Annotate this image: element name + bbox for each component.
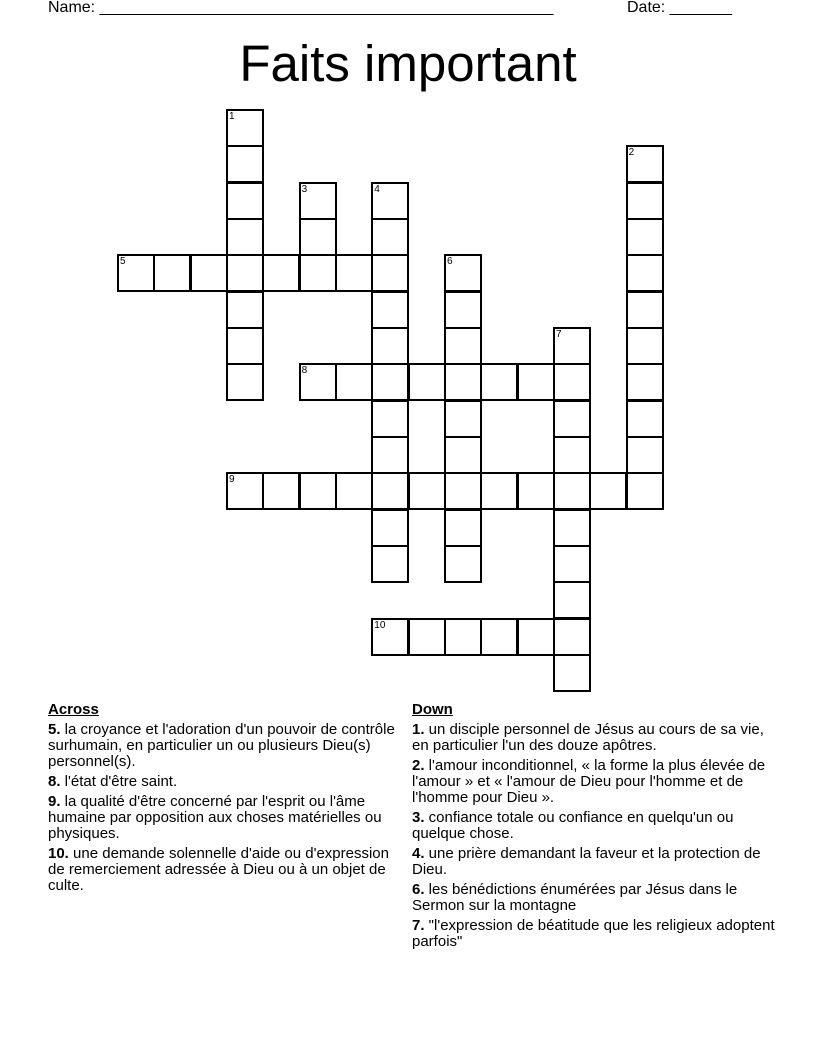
crossword-cell[interactable] [372,619,408,655]
clue-number: 2 [628,147,635,159]
clue-item-number: 2. [412,757,425,774]
clue-item [412,810,782,842]
crossword-cell[interactable] [445,328,481,364]
clue-number: 3 [301,183,308,195]
crossword-cell[interactable] [445,473,481,509]
clue-number: 10 [374,619,386,631]
clue-number: 9 [228,474,235,486]
clue-number: 4 [374,183,380,195]
down-clues [412,702,782,954]
clue-item [412,846,782,878]
crossword-cell[interactable] [445,510,481,546]
crossword-cell[interactable] [481,364,517,400]
crossword-cell[interactable] [627,219,663,255]
clue-item [412,722,782,754]
crossword-cell[interactable] [518,364,554,400]
crossword-cell[interactable] [445,437,481,473]
clue-number: 7 [555,328,562,340]
crossword-cell[interactable] [372,364,408,400]
clue-number: 8 [301,365,308,377]
clue-item-text: l'amour inconditionnel, « la forme la plus élevée de l'amour » et « l'amour de Dieu pour l'homme et de l'homme pour Dieu ». [412,757,766,806]
clue-item-text: un disciple personnel de Jésus au cours de sa vie, en particulier l'un des douze apôtres. [412,721,764,754]
clue-item-number: 5. [48,721,61,738]
clue-item-number: 1. [412,721,425,738]
crossword-cell[interactable] [372,546,408,582]
crossword-cell[interactable] [227,183,263,219]
crossword-cell[interactable] [627,255,663,291]
clue-item-number: 9. [48,793,61,810]
across-heading: Across [48,701,99,718]
clue-item-number: 8. [48,773,61,790]
clue-item-number: 7. [412,917,425,934]
crossword-cell[interactable] [336,255,372,291]
crossword-cell[interactable] [445,364,481,400]
crossword-cell[interactable] [372,510,408,546]
clue-item-text: la qualité d'être concerné par l'esprit ou l'âme humaine par opposition aux choses matérielles ou physiques. [48,793,382,842]
crossword-cell[interactable] [372,473,408,509]
crossword-cell[interactable] [554,473,590,509]
crossword-cell[interactable] [627,146,663,182]
crossword-cell[interactable] [191,255,227,291]
crossword-cell[interactable] [227,473,263,509]
crossword-cell[interactable] [372,401,408,437]
crossword-cell[interactable] [445,619,481,655]
crossword-cell[interactable] [300,183,336,219]
crossword-cell[interactable] [372,292,408,328]
clue-item [412,882,782,914]
crossword-cell[interactable] [409,619,445,655]
clue-item-text: les bénédictions énumérées par Jésus dans le Sermon sur la montagne [412,881,738,914]
clue-item [48,846,408,894]
across-clues [48,702,408,898]
clue-item [48,774,408,790]
clue-item-text: une demande solennelle d'aide ou d'expression de remerciement adressée à Dieu ou à un objet de culte. [48,845,389,894]
crossword-cell[interactable] [300,473,336,509]
crossword-cell[interactable] [554,510,590,546]
crossword-cell[interactable] [554,401,590,437]
crossword-cell[interactable] [554,437,590,473]
date-label: Date: _______ [627,0,732,16]
crossword-cell[interactable] [627,364,663,400]
crossword-cell[interactable] [227,364,263,400]
crossword-cell[interactable] [445,255,481,291]
clue-number: 6 [446,256,453,268]
clue-item-number: 4. [412,845,425,862]
crossword-cell[interactable] [154,255,190,291]
crossword-cell[interactable] [409,473,445,509]
crossword-cell[interactable] [336,364,372,400]
clue-item-number: 6. [412,881,425,898]
crossword-cell[interactable] [445,546,481,582]
page-title: Faits important [239,35,577,92]
crossword-cell[interactable] [372,437,408,473]
crossword-cell[interactable] [518,473,554,509]
crossword-cell[interactable] [227,219,263,255]
clue-number: 5 [120,256,126,268]
crossword-cell[interactable] [372,183,408,219]
crossword-cell[interactable] [227,292,263,328]
crossword-cell[interactable] [554,546,590,582]
clue-item [48,722,408,770]
clue-item-number: 10. [48,845,69,862]
crossword-cell[interactable] [627,437,663,473]
crossword-cell[interactable] [627,328,663,364]
clue-item [48,794,408,842]
clue-number: 1 [228,111,235,122]
crossword-cell[interactable] [300,219,336,255]
crossword-cell[interactable] [554,328,590,364]
clue-item-number: 3. [412,809,425,826]
crossword-cell[interactable] [518,619,554,655]
crossword-cell[interactable] [481,473,517,509]
clue-item-text: la croyance et l'adoration d'un pouvoir de contrôle surhumain, en particulier un ou plusieurs Dieu(s) personnel(s). [48,721,395,770]
crossword-cell[interactable] [554,582,590,618]
clue-item-text: confiance totale ou confiance en quelqu'un ou quelque chose. [412,809,734,842]
crossword-cell[interactable] [263,473,299,509]
crossword-cell[interactable] [263,255,299,291]
crossword-cell[interactable] [627,401,663,437]
crossword-cell[interactable] [445,401,481,437]
crossword-cell[interactable] [554,655,590,691]
crossword-cell[interactable] [481,619,517,655]
clue-item [412,918,782,950]
crossword-cell[interactable] [554,364,590,400]
down-heading: Down [412,701,453,718]
crossword-cell[interactable] [336,473,372,509]
crossword-cell[interactable] [118,255,154,291]
crossword-cell[interactable] [227,255,263,291]
name-label: Name: ___________________________________________________ [48,0,554,16]
crossword-cell[interactable] [627,292,663,328]
crossword-cell[interactable] [300,364,336,400]
crossword-cell[interactable] [554,619,590,655]
crossword-cell[interactable] [372,219,408,255]
crossword-cell[interactable] [445,292,481,328]
crossword-cell[interactable] [300,255,336,291]
crossword-cell[interactable] [372,328,408,364]
crossword-cell[interactable] [372,255,408,291]
crossword-cell[interactable] [627,183,663,219]
crossword-cell[interactable] [227,110,263,146]
clue-item [412,758,782,806]
crossword-cell[interactable] [227,328,263,364]
crossword-cell[interactable] [409,364,445,400]
clue-item-text: l'état d'être saint. [60,773,178,790]
crossword-cell[interactable] [227,146,263,182]
crossword-cell[interactable] [627,473,663,509]
clue-item-text: une prière demandant la faveur et la protection de Dieu. [412,845,761,878]
crossword-cell[interactable] [590,473,626,509]
clue-item-text: "l'expression de béatitude que les religieux adoptent parfois" [412,917,775,950]
